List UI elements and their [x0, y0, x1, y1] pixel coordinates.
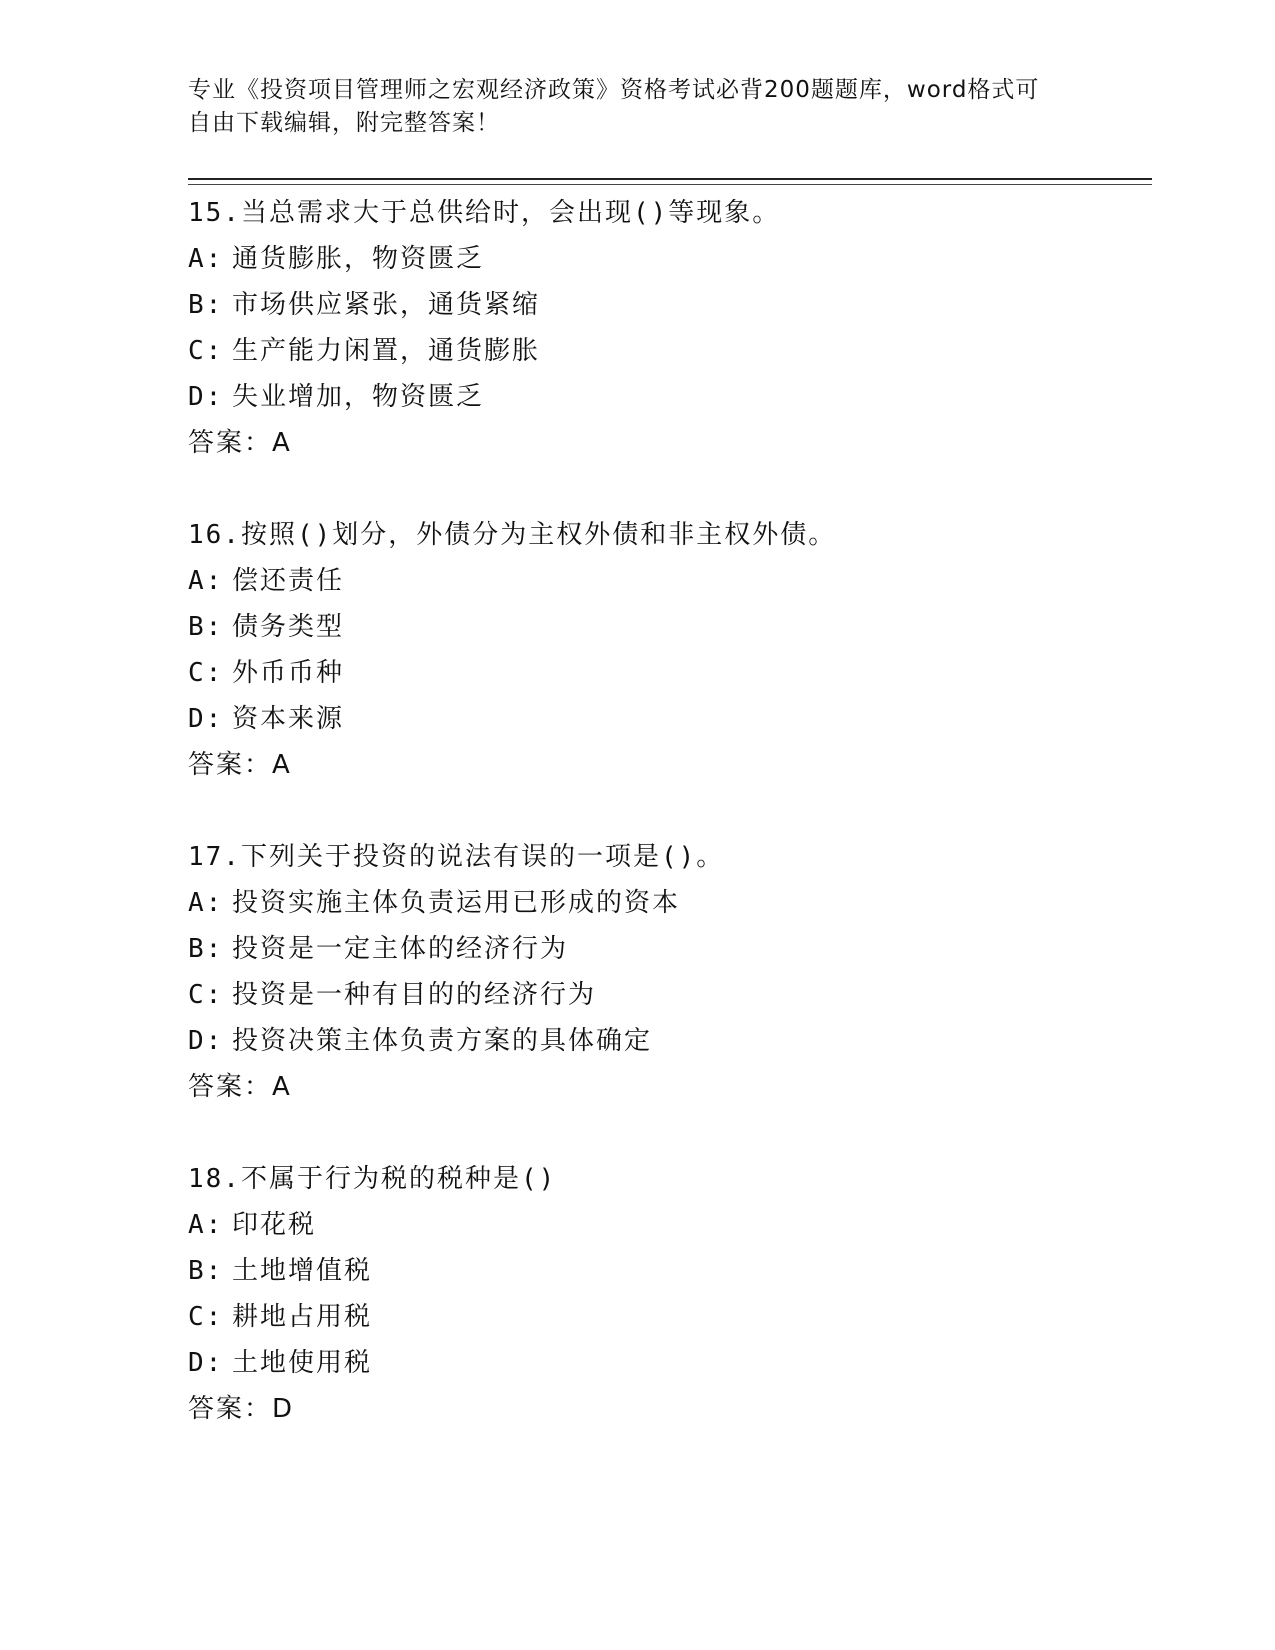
option-key: A:	[188, 888, 224, 918]
option-text: 生产能力闲置，通货膨胀	[232, 336, 541, 366]
question-17	[188, 834, 1152, 1110]
answer-line: 答案：A	[188, 428, 292, 458]
option-key: A:	[188, 1210, 224, 1240]
question-stem: 18.不属于行为税的税种是()	[188, 1164, 557, 1194]
question-stem: 15.当总需求大于总供给时，会出现()等现象。	[188, 198, 781, 228]
option-a	[188, 558, 1152, 604]
question-stem: 17.下列关于投资的说法有误的一项是()。	[188, 842, 725, 872]
option-d	[188, 374, 1152, 420]
option-key: B:	[188, 1256, 224, 1286]
option-key: D:	[188, 1348, 224, 1378]
document-header	[188, 74, 1088, 140]
option-key: B:	[188, 934, 224, 964]
option-d	[188, 1018, 1152, 1064]
option-c	[188, 1294, 1152, 1340]
option-text: 债务类型	[232, 612, 345, 642]
option-text: 投资是一定主体的经济行为	[232, 934, 569, 964]
option-key: B:	[188, 290, 224, 320]
question-list	[188, 190, 1152, 1478]
question-15	[188, 190, 1152, 466]
option-key: C:	[188, 658, 224, 688]
option-b	[188, 282, 1152, 328]
option-text: 通货膨胀，物资匮乏	[232, 244, 485, 274]
option-key: B:	[188, 612, 224, 642]
option-d	[188, 696, 1152, 742]
option-text: 投资实施主体负责运用已形成的资本	[232, 888, 681, 918]
option-text: 失业增加，物资匮乏	[232, 382, 485, 412]
option-key: D:	[188, 1026, 224, 1056]
answer-line: 答案：A	[188, 750, 292, 780]
option-text: 外币币种	[232, 658, 345, 688]
option-text: 土地使用税	[232, 1348, 373, 1378]
option-key: C:	[188, 1302, 224, 1332]
option-text: 印花税	[232, 1210, 317, 1240]
option-text: 资本来源	[232, 704, 345, 734]
option-c	[188, 972, 1152, 1018]
option-a	[188, 236, 1152, 282]
option-key: D:	[188, 382, 224, 412]
option-text: 投资是一种有目的的经济行为	[232, 980, 597, 1010]
option-text: 偿还责任	[232, 566, 345, 596]
option-key: A:	[188, 566, 224, 596]
option-c	[188, 650, 1152, 696]
option-key: C:	[188, 336, 224, 366]
option-b	[188, 604, 1152, 650]
question-stem: 16.按照()划分，外债分为主权外债和非主权外债。	[188, 520, 837, 550]
option-text: 市场供应紧张，通货紧缩	[232, 290, 541, 320]
question-18	[188, 1156, 1152, 1432]
option-key: C:	[188, 980, 224, 1010]
option-key: A:	[188, 244, 224, 274]
answer-line: 答案：D	[188, 1394, 295, 1424]
question-16	[188, 512, 1152, 788]
header-divider-thin	[188, 184, 1152, 185]
header-line-2: 自由下载编辑，附完整答案！	[188, 110, 500, 136]
option-key: D:	[188, 704, 224, 734]
option-b	[188, 1248, 1152, 1294]
option-a	[188, 1202, 1152, 1248]
option-b	[188, 926, 1152, 972]
header-divider-thick	[188, 178, 1152, 180]
option-c	[188, 328, 1152, 374]
option-text: 投资决策主体负责方案的具体确定	[232, 1026, 653, 1056]
option-a	[188, 880, 1152, 926]
option-text: 耕地占用税	[232, 1302, 373, 1332]
option-text: 土地增值税	[232, 1256, 373, 1286]
answer-line: 答案：A	[188, 1072, 292, 1102]
header-line-1: 专业《投资项目管理师之宏观经济政策》资格考试必背200题题库，word格式可	[188, 77, 1040, 103]
option-d	[188, 1340, 1152, 1386]
